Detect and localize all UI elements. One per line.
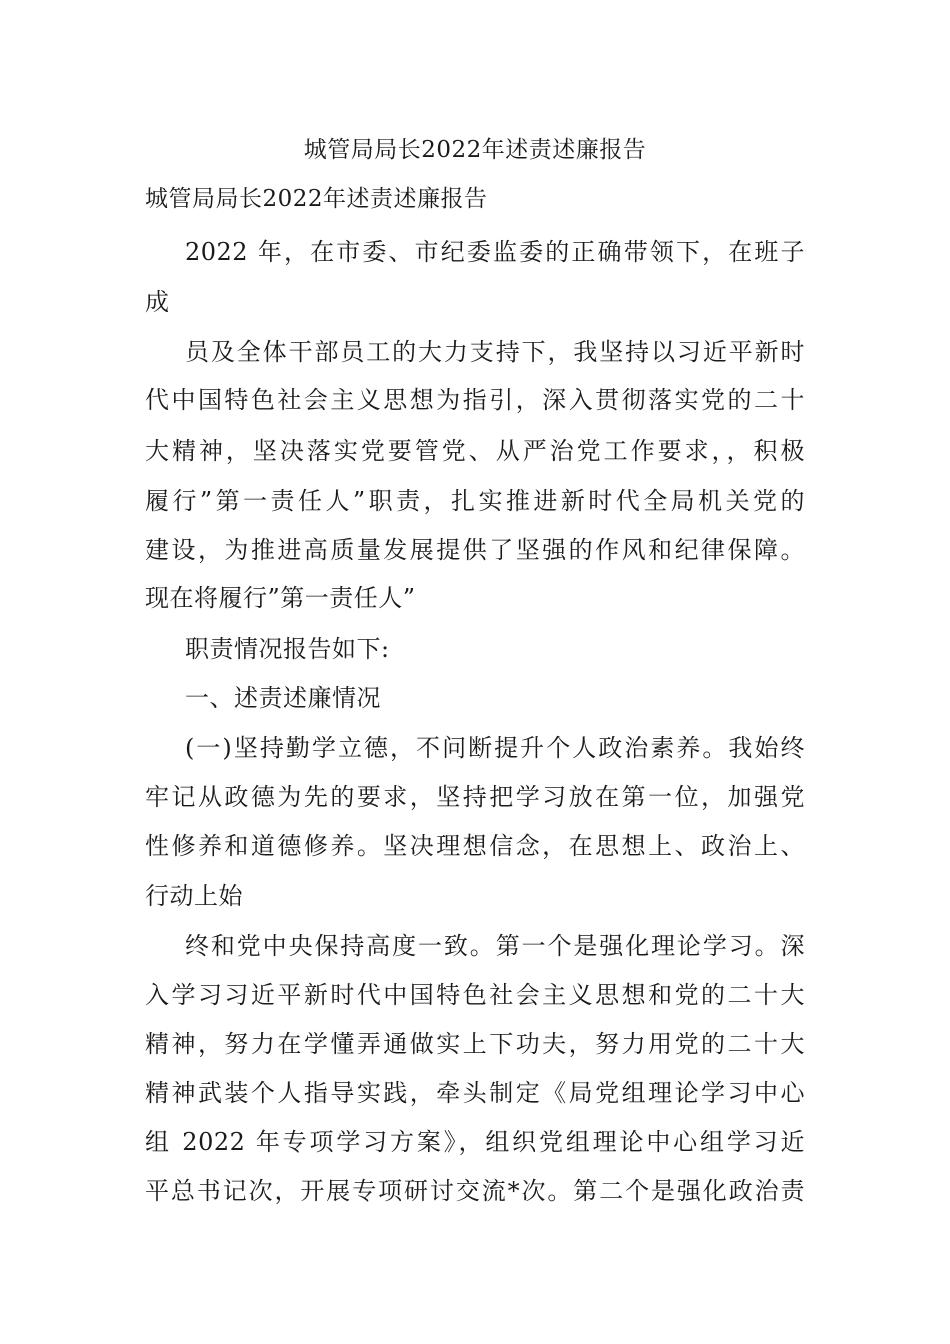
paragraph-line: 职责情况报告如下:	[185, 635, 390, 663]
paragraph-line: 组 2022 年专项学习方案》，组织党组理论中心组学习近	[145, 1128, 805, 1156]
paragraph-line: 大精神，坚决落实党要管党、从严治党工作要求，，积极	[145, 437, 805, 465]
paragraph-line: 成	[145, 288, 170, 316]
subtitle-line: 城管局局长2022年述责述廉报告	[145, 186, 488, 212]
document-title: 城管局局长2022年述责述廉报告	[303, 137, 647, 163]
paragraph-line: 代中国特色社会主义思想为指引，深入贯彻落实党的二十	[145, 386, 805, 414]
paragraph-line: 终和党中央保持高度一致。第一个是强化理论学习。深	[185, 932, 805, 960]
paragraph-line: 员及全体干部员工的大力支持下，我坚持以习近平新时	[185, 338, 805, 366]
paragraph-line: 平总书记次，开展专项研讨交流*次。第二个是强化政治责	[145, 1177, 805, 1205]
paragraph-line: 建设，为推进高质量发展提供了坚强的作风和纪律保障。	[145, 536, 805, 564]
paragraph-line: 精神，努力在学懂弄通做实上下功夫，努力用党的二十大	[145, 1030, 805, 1058]
paragraph-line: 2022 年，在市委、市纪委监委的正确带领下，在班子	[185, 238, 805, 266]
paragraph-line: 履行”第一责任人”职责，扎实推进新时代全局机关党的	[145, 487, 805, 515]
paragraph-line: 性修养和道德修养。坚决理想信念，在思想上、政治上、	[145, 832, 805, 860]
paragraph-line: 入学习习近平新时代中国特色社会主义思想和党的二十大	[145, 981, 805, 1009]
paragraph-line: 行动上始	[145, 882, 243, 910]
paragraph-line: 现在将履行”第一责任人”	[145, 584, 416, 612]
section-heading: 一、述责述廉情况	[185, 684, 381, 712]
paragraph-line: 精神武装个人指导实践，牵头制定《局党组理论学习中心	[145, 1079, 805, 1107]
paragraph-line: 牢记从政德为先的要求，坚持把学习放在第一位，加强党	[145, 783, 805, 811]
paragraph-line: (一)坚持勤学立德，不问断提升个人政治素养。我始终	[185, 734, 805, 762]
